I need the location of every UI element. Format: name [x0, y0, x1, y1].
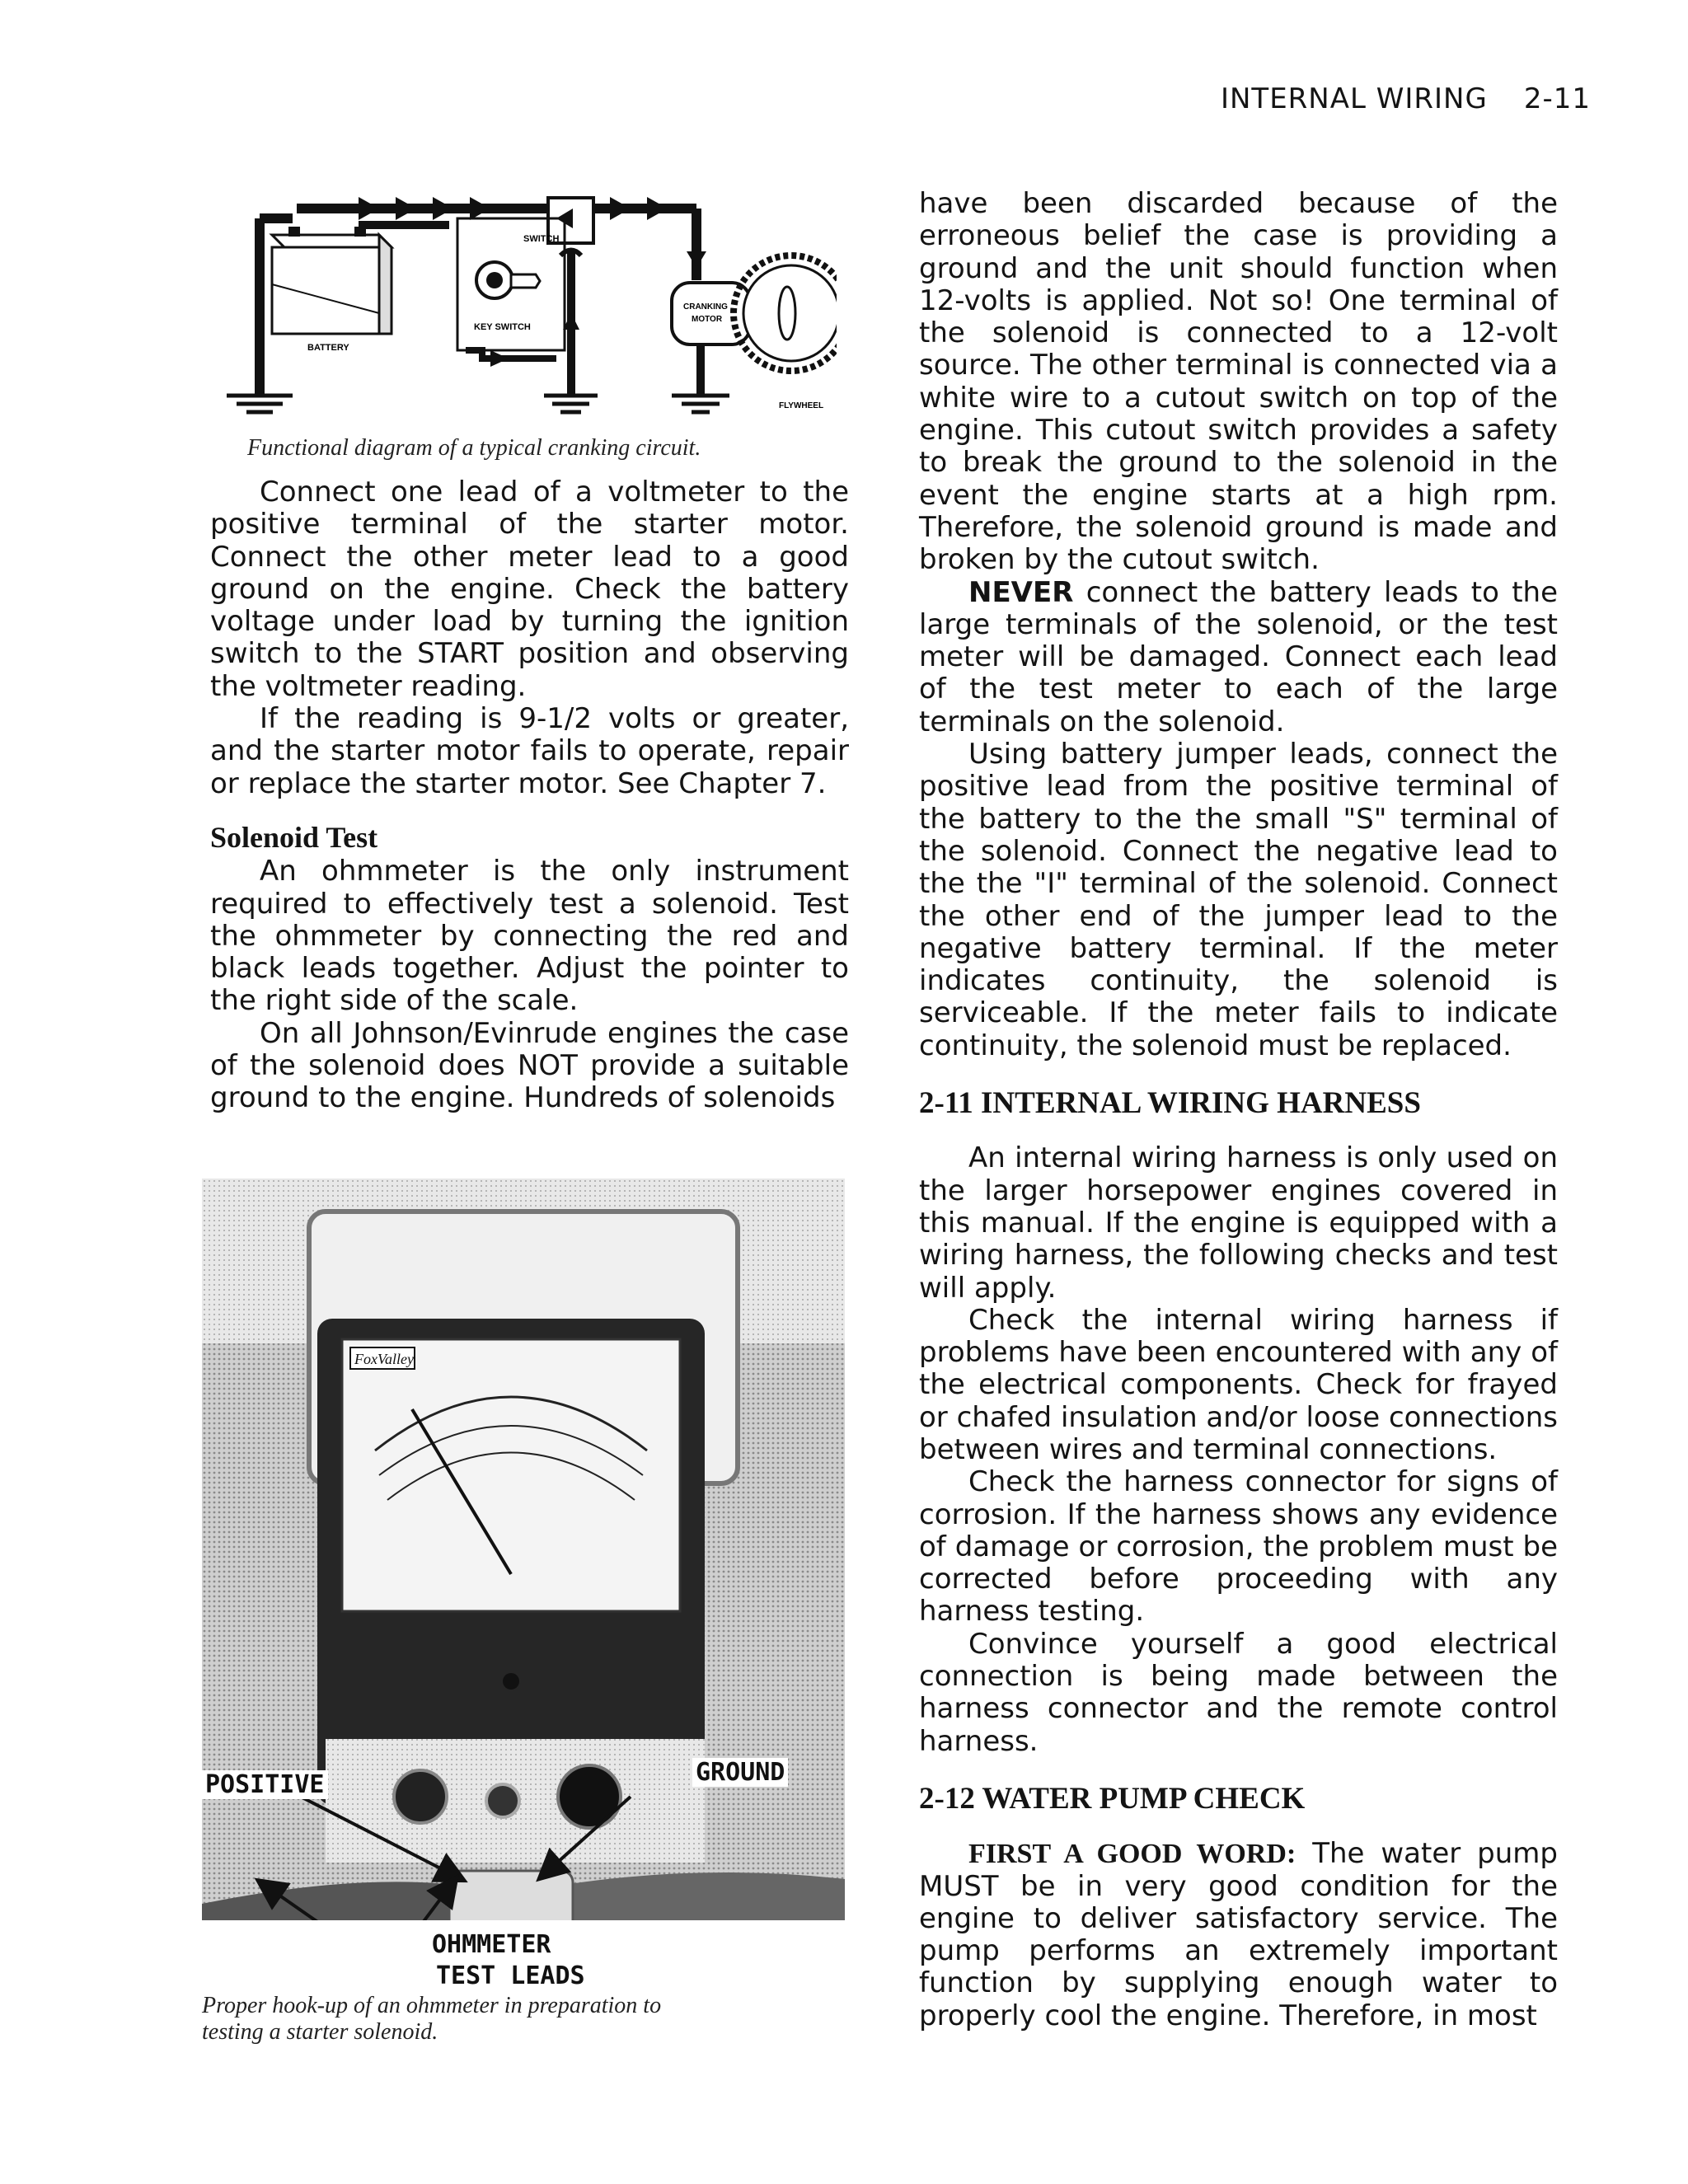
internal-wiring-harness-heading: 2-11 INTERNAL WIRING HARNESS	[919, 1086, 1421, 1121]
left-paragraph-3: An ohmmeter is the only instrument required to effectively test a solenoid. Test the ohmmeter by connecting the red and black leads together. Adjust the pointer to the right side of the scale.	[210, 855, 849, 1018]
cranking-circuit-diagram	[210, 185, 837, 420]
solenoid-test-heading: Solenoid Test	[210, 820, 378, 854]
cranking-motor-label-1: CRANKING	[683, 302, 728, 312]
switch-label: SWITCH	[523, 234, 560, 244]
right-paragraph-8: FIRST A GOOD WORD: The water pump MUST be in very good condition for the engine to deliver satisfactory service. The pump performs an extremely important function by supplying enough water to properly cool the engine. Therefore, in most	[919, 1837, 1558, 2032]
right-paragraph-3: Using battery jumper leads, connect the positive lead from the positive terminal of the battery to the the small "S" terminal of the solenoid. Connect the negative lead to the the "I" terminal of the solenoid. Connect the other end of the jumper lead to the negative battery terminal. If the meter indicates continuity, the solenoid is serviceable. If the meter fails to indicate continuity, the solenoid must be replaced.	[919, 738, 1558, 1062]
positive-label: POSITIVE	[202, 1770, 328, 1799]
right-paragraph-2: NEVER connect the battery leads to the large terminals of the solenoid, or the test meter will be damaged. Connect each lead of the test meter to each of the large terminals on the solenoid.	[919, 575, 1558, 738]
water-pump-check-heading: 2-12 WATER PUMP CHECK	[919, 1781, 1306, 1816]
left-paragraph-1: Connect one lead of a voltmeter to the positive terminal of the starter motor. Connect the other meter lead to a good ground on the engine. Check the battery voltage under load by turning the ignition switch to the START position and observing the voltmeter reading.	[210, 476, 849, 703]
ohmmeter-label: OHMMETER	[429, 1930, 555, 1959]
page-header	[1162, 82, 1591, 115]
header-title: INTERNAL WIRING	[1220, 82, 1488, 115]
positive-knob	[394, 1770, 447, 1823]
battery-icon	[272, 227, 392, 334]
cranking-motor-label-2: MOTOR	[692, 315, 723, 324]
figure2-caption-line2: testing a starter solenoid.	[202, 2019, 438, 2045]
right-paragraph-5: Check the internal wiring harness if problems have been encountered with any of the electrical components. Check for frayed or chafed insulation and/or loose connections between wires and terminal connections.	[919, 1303, 1558, 1466]
never-emphasis: NEVER	[968, 575, 1074, 609]
center-knob	[486, 1784, 519, 1817]
right-paragraph-7: Convince yourself a good electrical connection is being made between the harness connector and the remote control harness.	[919, 1627, 1558, 1758]
left-column	[210, 476, 849, 1115]
ground-label: GROUND	[692, 1758, 788, 1787]
figure1-caption: Functional diagram of a typical cranking circuit.	[247, 435, 701, 461]
right-paragraph-4: An internal wiring harness is only used on the larger horsepower engines covered in this manual. If the engine is equipped with a wiring harness, the following checks and test will apply.	[919, 1141, 1558, 1305]
first-a-good-word: FIRST A GOOD WORD:	[968, 1839, 1296, 1870]
brand-label: FoxValley	[354, 1351, 414, 1367]
left-paragraph-4: On all Johnson/Evinrude engines the case of the solenoid does NOT provide a suitable ground to the engine. Hundreds of solenoids	[210, 1016, 849, 1115]
right-column	[919, 188, 1558, 2032]
test-leads-label: TEST LEADS	[433, 1961, 588, 1990]
key-switch-label: KEY SWITCH	[474, 322, 531, 332]
battery-label: BATTERY	[307, 343, 349, 353]
left-paragraph-2: If the reading is 9-1/2 volts or greater, and the starter motor fails to operate, repair or replace the starter motor. See Chapter 7.	[210, 702, 849, 800]
page-number: 2-11	[1523, 82, 1591, 115]
figure2-caption-line1: Proper hook-up of an ohmmeter in preparation to	[202, 1993, 662, 2018]
flywheel-label: FLYWHEEL	[779, 401, 824, 410]
right-paragraph-1: have been discarded because of the erroneous belief the case is providing a ground and the unit should function when 12-volts is applied. Not so! One terminal of the solenoid is connected to a 12-volt source. The other terminal is connected via a white wire to a cutout switch on top of the engine. This cutout switch provides a safety to break the ground to the solenoid in the event the engine starts at a high rpm. Therefore, the solenoid ground is made and broken by the cutout switch.	[919, 187, 1558, 577]
ohmmeter-photo	[202, 1179, 845, 1990]
flywheel-icon	[734, 255, 837, 371]
ground-knob	[558, 1765, 621, 1828]
key-switch-icon	[476, 262, 540, 298]
right-paragraph-6: Check the harness connector for signs of corrosion. If the harness shows any evidence of damage or corrosion, the problem must be corrected before proceeding with any harness testing.	[919, 1465, 1558, 1629]
figure2-caption	[202, 1993, 853, 2046]
